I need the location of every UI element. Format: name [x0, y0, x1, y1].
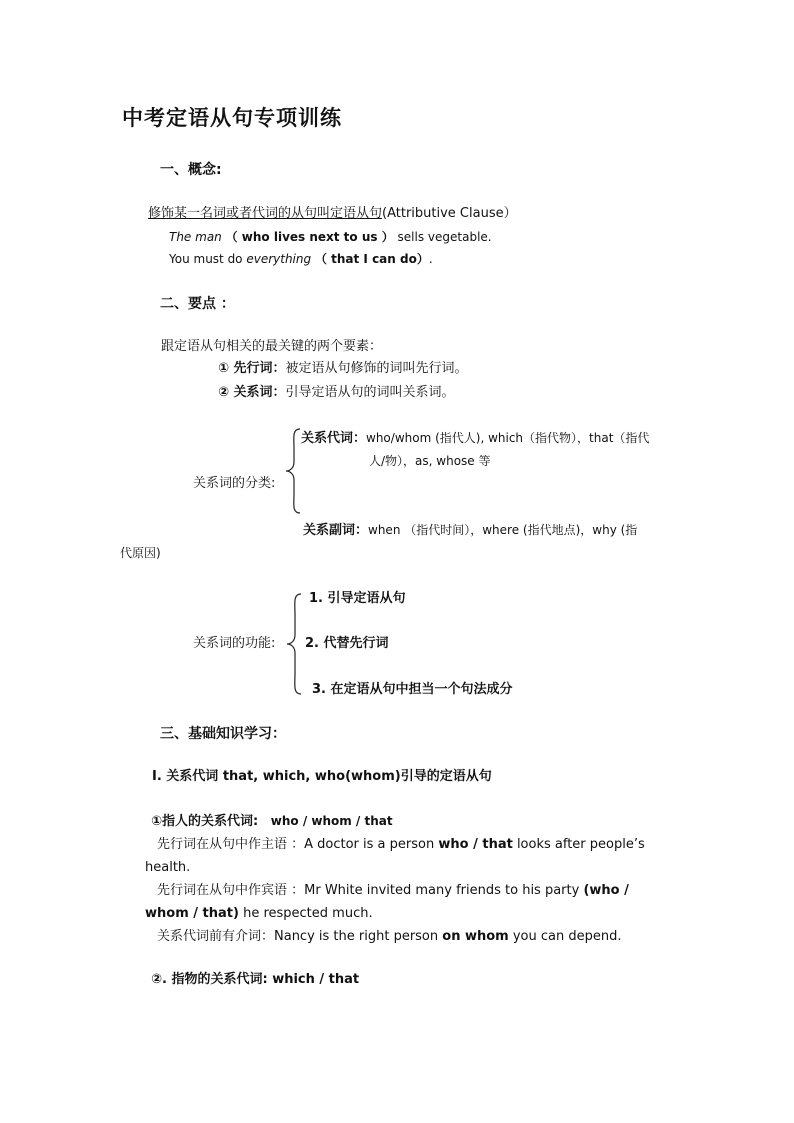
subject-example-continued: health. — [145, 860, 191, 875]
point-relative — [218, 386, 455, 399]
function-1: 1. 引导定语从句 — [309, 591, 406, 606]
preposition-example — [157, 930, 622, 943]
classification-brace — [284, 428, 302, 514]
person-pronoun-label: ①指人的关系代词: — [151, 814, 259, 829]
definition-line — [148, 207, 517, 220]
person-pronoun-line — [151, 815, 393, 828]
section-1-heading: 一、概念: — [160, 162, 222, 178]
point-antecedent — [218, 362, 468, 375]
relative-adverb-text-1: when （指代时间），where (指代地点)，why (指 — [368, 523, 638, 537]
point-antecedent-label: ① 先行词： — [218, 361, 286, 376]
preposition-example-pre: 关系代词前有介词：Nancy is the right person — [157, 929, 443, 944]
subject-example — [157, 838, 645, 851]
page-title: 中考定语从句专项训练 — [122, 105, 342, 130]
relative-pronoun-text-1: who/whom (指代人), which（指代物），that（指代 — [366, 431, 650, 445]
relative-adverb-line-1 — [303, 524, 637, 537]
section-2-heading: 二、要点 ： — [160, 296, 235, 312]
section-3-heading: 三、基础知识学习： — [160, 726, 286, 742]
object-example-post: he respected much. — [238, 906, 373, 921]
subject-example-bold: who / that — [438, 837, 513, 852]
thing-pronoun-heading: ②. 指物的关系代词: which / that — [151, 972, 360, 987]
subject-example-pre: 先行词在从句中作主语 ：A doctor is a person — [157, 837, 439, 852]
example-2-antecedent: everything — [246, 252, 312, 266]
object-example-continued — [145, 907, 373, 920]
classification-label: 关系词的分类: — [193, 476, 276, 491]
example-1-antecedent: The man — [169, 230, 222, 244]
example-1-clause: （ who lives next to us ） — [225, 230, 394, 244]
example-2-clause: （ that I can do） — [314, 252, 429, 266]
example-1 — [169, 231, 492, 243]
function-2: 2. 代替先行词 — [305, 636, 389, 651]
relative-adverb-label: 关系副词： — [303, 523, 369, 538]
example-2-pre: You must do — [169, 252, 247, 266]
preposition-example-post: you can depend. — [508, 929, 622, 944]
object-example-bold-1: (who / — [583, 883, 629, 898]
relative-pronoun-label: 关系代词： — [301, 431, 367, 446]
object-example — [157, 884, 629, 897]
subsection-1-heading: I. 关系代词 that, which, who(whom)引导的定语从句 — [152, 769, 492, 784]
example-2-end: . — [428, 252, 433, 266]
point-relative-label: ② 关系词： — [218, 385, 286, 400]
function-3: 3. 在定语从句中担当一个句法成分 — [312, 682, 513, 697]
example-2 — [169, 253, 433, 265]
object-example-bold-2: whom / that) — [145, 906, 239, 921]
point-relative-text: 引导定语从句的词叫关系词。 — [285, 385, 455, 400]
subject-example-post: looks after people’s — [512, 837, 645, 852]
object-example-pre: 先行词在从句中作宾语 ：Mr White invited many friends to his party — [157, 883, 584, 898]
point-antecedent-text: 被定语从句修饰的词叫先行词。 — [285, 361, 468, 376]
preposition-example-bold: on whom — [442, 929, 509, 944]
relative-pronoun-line-1 — [301, 432, 649, 445]
example-1-rest: sells vegetable. — [397, 230, 492, 244]
key-intro: 跟定语从句相关的最关键的两个要素： — [161, 339, 383, 354]
definition-english: (Attributive Clause） — [382, 206, 517, 221]
function-brace — [285, 593, 303, 695]
relative-adverb-text-2: 代原因) — [120, 546, 161, 560]
relative-pronoun-text-2: 人/物），as, whose 等 — [369, 454, 491, 468]
person-pronoun-words: who / whom / that — [270, 814, 393, 828]
definition-underlined: 修饰某一名词或者代词的从句叫定语从句 — [148, 206, 383, 221]
function-label: 关系词的功能: — [193, 636, 276, 651]
